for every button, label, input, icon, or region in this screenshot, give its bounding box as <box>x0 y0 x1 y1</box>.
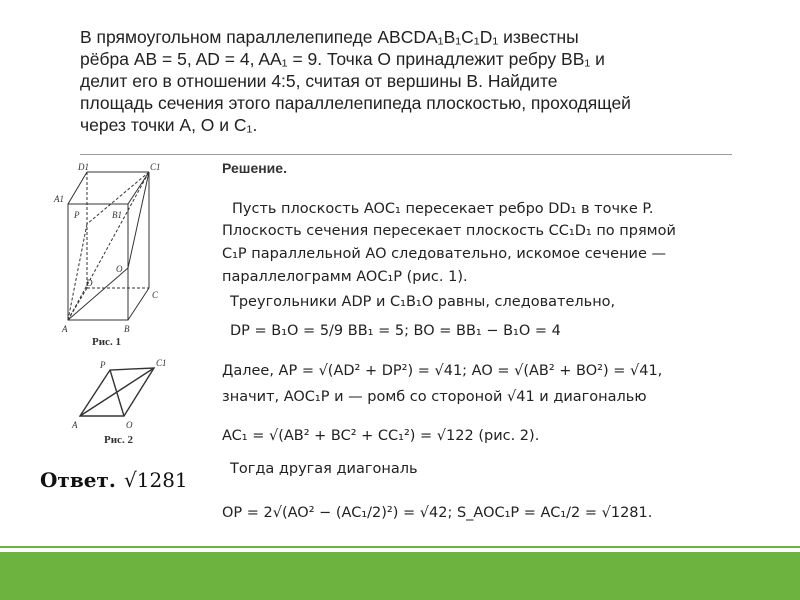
solution-line: C₁P параллельной AO следовательно, искомое сечение — <box>222 246 667 262</box>
label-b: B <box>124 324 130 334</box>
problem-line: площадь сечения этого параллелепипеда плоскостью, проходящей <box>80 93 631 113</box>
solution-line: параллелограмм AOC₁P (рис. 1). <box>222 269 468 285</box>
answer-label: Ответ. <box>40 468 116 492</box>
solution-line: DP = B₁O = 5/9 BB₁ = 5; BO = BB₁ − B₁O = 4 <box>230 323 561 339</box>
label-d1: D1 <box>78 162 89 172</box>
label-c1: C1 <box>150 162 161 172</box>
figure2-caption: Рис. 2 <box>104 434 133 446</box>
solution-line: Пусть плоскость AOC₁ пересекает ребро DD₁ в точке P. <box>232 201 654 217</box>
solution-line: OP = 2√(AO² − (AC₁/2)²) = √42; S_AOC₁P = AC₁/2 = √1281. <box>222 505 653 521</box>
label-c1: C1 <box>156 358 167 368</box>
label-c: C <box>152 290 159 300</box>
label-a1: A1 <box>54 194 64 204</box>
label-b1: B1 <box>112 210 122 220</box>
divider <box>80 154 732 155</box>
problem-line: через точки A, O и C₁. <box>80 115 258 135</box>
problem-text <box>80 26 730 136</box>
problem-line: рёбра AB = 5, AD = 4, AA₁ = 9. Точка O принадлежит ребру BB₁ и <box>80 49 605 69</box>
accent-bar <box>0 552 800 600</box>
accent-line <box>0 546 800 548</box>
label-a: A <box>62 324 68 334</box>
label-d: D <box>86 278 93 288</box>
solution-line: Плоскость сечения пересекает плоскость CC₁D₁ по прямой <box>222 223 676 239</box>
solution-line: Далее, AP = √(AD² + DP²) = √41; AO = √(AB² + BO²) = √41, <box>222 363 663 379</box>
label-p: P <box>100 360 106 370</box>
solution-line: Тогда другая диагональ <box>230 461 418 477</box>
solution-line: AC₁ = √(AB² + BC² + CC₁²) = √122 (рис. 2). <box>222 428 540 444</box>
label-o: O <box>126 420 133 430</box>
figure-parallelepiped <box>52 160 170 340</box>
solution-line: Треугольники ADP и C₁B₁O равны, следовательно, <box>230 294 616 310</box>
figure-rhombus <box>66 354 170 432</box>
label-a: A <box>72 420 78 430</box>
problem-line: В прямоугольном параллелепипеде ABCDA₁B₁C₁D₁ известны <box>80 27 579 47</box>
problem-line: делит его в отношении 4:5, считая от вершины B. Найдите <box>80 71 558 91</box>
solution-line: значит, AOC₁P и — ромб со стороной √41 и диагональю <box>222 389 647 405</box>
figure1-caption: Рис. 1 <box>92 336 121 348</box>
answer-value: √1281 <box>124 468 188 492</box>
label-o: O <box>116 264 123 274</box>
solution-title: Решение. <box>222 160 287 176</box>
label-p: P <box>74 210 80 220</box>
